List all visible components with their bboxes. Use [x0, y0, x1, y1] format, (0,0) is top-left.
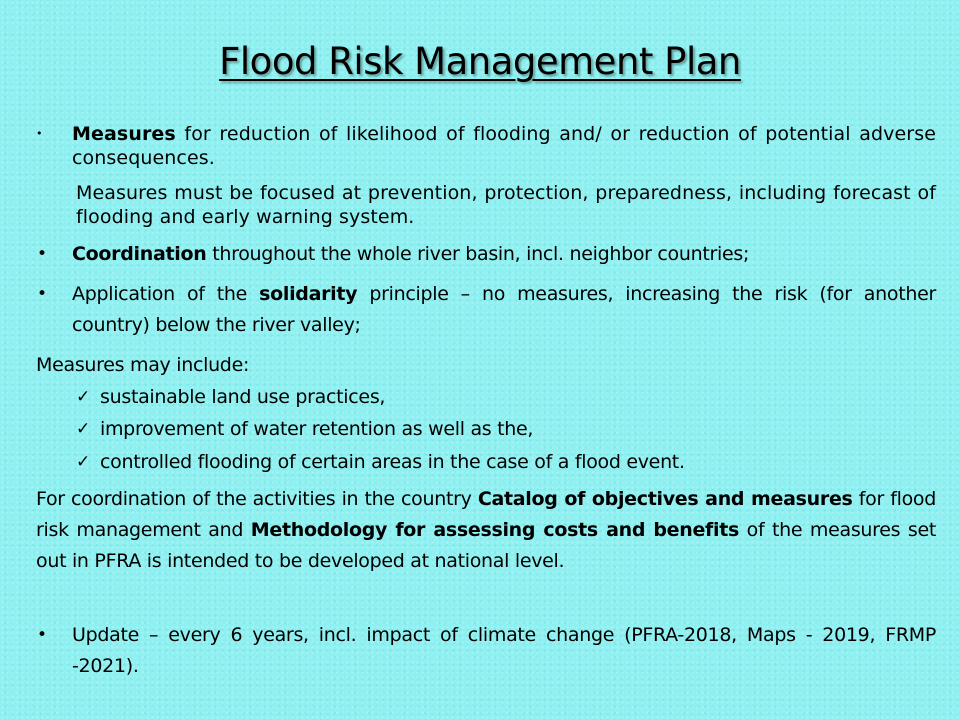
bullet-solidarity-post: principle – no measures, increasing the risk (for another country) below the river valley;	[72, 283, 936, 336]
checklist-item-text: controlled flooding of certain areas in the case of a flood event.	[100, 451, 685, 473]
measures-focus-text: Measures must be focused at prevention, protection, preparedness, including forecast of flooding and early warning system.	[76, 182, 936, 228]
checklist-item-text: improvement of water retention as well as the,	[100, 418, 534, 440]
coordination-text-2: for flood risk management and	[36, 488, 937, 541]
checkmark-icon: ✓	[76, 387, 90, 407]
slide-title: Flood Risk Management Plan	[219, 40, 741, 83]
bullet-coordination-rest: throughout the whole river basin, incl. neighbor countries;	[206, 243, 750, 265]
bullet-coordination-text	[72, 239, 936, 270]
bullet-marker: •	[37, 625, 47, 645]
methodology-bold: Methodology for assessing costs and benefits	[250, 519, 740, 541]
bullet-marker: •	[36, 127, 43, 140]
bullet-measures-rest: for reduction of likelihood of flooding and/ or reduction of potential adverse consequences.	[72, 123, 936, 169]
bullet-measures-text	[72, 122, 936, 170]
checkmark-icon: ✓	[76, 452, 90, 472]
checklist-item-text: sustainable land use practices,	[100, 386, 386, 408]
coordination-text-1: For coordination of the activities in the country	[36, 488, 478, 510]
bullet-update-text: Update – every 6 years, incl. impact of climate change (PFRA-2018, Maps - 2019, FRMP -2021).	[72, 624, 936, 677]
bullet-marker: •	[37, 244, 47, 264]
checkmark-icon: ✓	[76, 419, 90, 439]
catalog-bold: Catalog of objectives and measures	[477, 488, 853, 510]
bullet-measures-bold: Measures	[72, 123, 176, 145]
bullet-solidarity-bold: solidarity	[259, 283, 358, 305]
bullet-solidarity-pre: Application of the	[72, 283, 260, 305]
bullet-marker: •	[37, 284, 47, 304]
measures-intro-text: Measures may include:	[36, 354, 250, 376]
coordination-text	[36, 484, 936, 577]
bullet-solidarity-text	[72, 279, 936, 341]
coordination-text-3: of the measures set out in PFRA is intended to be developed at national level.	[36, 519, 937, 572]
bullet-coordination-bold: Coordination	[72, 243, 207, 265]
